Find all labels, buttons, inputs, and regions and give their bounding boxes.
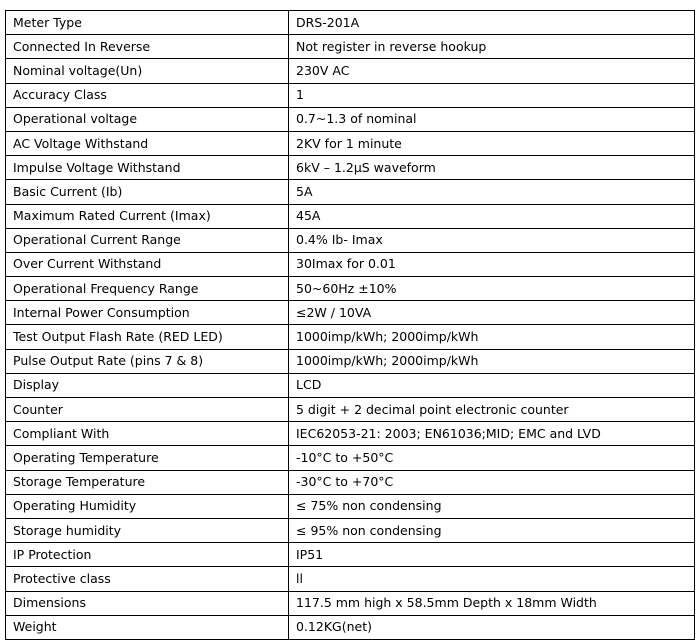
spec-row <box>6 446 695 470</box>
spec-label: Accuracy Class <box>6 83 289 107</box>
spec-label: Storage humidity <box>6 518 289 542</box>
spec-row <box>6 277 695 301</box>
spec-label: AC Voltage Withstand <box>6 131 289 155</box>
spec-row <box>6 615 695 639</box>
spec-row <box>6 59 695 83</box>
spec-label: Counter <box>6 398 289 422</box>
spec-row <box>6 131 695 155</box>
spec-value: 1000imp/kWh; 2000imp/kWh <box>289 349 695 373</box>
spec-label: Operating Humidity <box>6 494 289 518</box>
spec-value: 117.5 mm high x 58.5mm Depth x 18mm Width <box>289 591 695 615</box>
spec-label: Operational Current Range <box>6 228 289 252</box>
spec-value: 230V AC <box>289 59 695 83</box>
spec-label: Internal Power Consumption <box>6 301 289 325</box>
spec-value: 6kV – 1.2μS waveform <box>289 156 695 180</box>
spec-label: Storage Temperature <box>6 470 289 494</box>
spec-row <box>6 107 695 131</box>
spec-row <box>6 325 695 349</box>
spec-label: Protective class <box>6 567 289 591</box>
spec-label: Basic Current (Ib) <box>6 180 289 204</box>
spec-label: Display <box>6 373 289 397</box>
spec-value: ll <box>289 567 695 591</box>
spec-label: Operating Temperature <box>6 446 289 470</box>
spec-row <box>6 518 695 542</box>
spec-label: Compliant With <box>6 422 289 446</box>
spec-value: ≤ 95% non condensing <box>289 518 695 542</box>
spec-value: -10°C to +50°C <box>289 446 695 470</box>
spec-value: 50~60Hz ±10% <box>289 277 695 301</box>
spec-value: ≤ 75% non condensing <box>289 494 695 518</box>
spec-value: DRS-201A <box>289 11 695 35</box>
spec-value: Not register in reverse hookup <box>289 35 695 59</box>
spec-row <box>6 180 695 204</box>
spec-label: Impulse Voltage Withstand <box>6 156 289 180</box>
spec-row <box>6 228 695 252</box>
spec-label: Nominal voltage(Un) <box>6 59 289 83</box>
spec-label: Operational voltage <box>6 107 289 131</box>
spec-row <box>6 11 695 35</box>
spec-label: Meter Type <box>6 11 289 35</box>
spec-value: 0.12KG(net) <box>289 615 695 639</box>
spec-value: 1 <box>289 83 695 107</box>
spec-row <box>6 373 695 397</box>
spec-value: 45A <box>289 204 695 228</box>
specification-table-body <box>6 11 695 640</box>
spec-value: 2KV for 1 minute <box>289 131 695 155</box>
spec-row <box>6 398 695 422</box>
spec-label: IP Protection <box>6 543 289 567</box>
spec-row <box>6 252 695 276</box>
spec-value: 0.4% Ib- Imax <box>289 228 695 252</box>
spec-value: 1000imp/kWh; 2000imp/kWh <box>289 325 695 349</box>
spec-row <box>6 591 695 615</box>
spec-value: 5 digit + 2 decimal point electronic counter <box>289 398 695 422</box>
spec-value: -30°C to +70°C <box>289 470 695 494</box>
spec-row <box>6 494 695 518</box>
spec-row <box>6 204 695 228</box>
spec-row <box>6 422 695 446</box>
spec-label: Weight <box>6 615 289 639</box>
spec-row <box>6 156 695 180</box>
spec-row <box>6 470 695 494</box>
spec-label: Over Current Withstand <box>6 252 289 276</box>
spec-label: Pulse Output Rate (pins 7 & 8) <box>6 349 289 373</box>
spec-row <box>6 567 695 591</box>
spec-value: ≤2W / 10VA <box>289 301 695 325</box>
spec-value: 0.7~1.3 of nominal <box>289 107 695 131</box>
spec-label: Test Output Flash Rate (RED LED) <box>6 325 289 349</box>
spec-row <box>6 543 695 567</box>
spec-value: 30Imax for 0.01 <box>289 252 695 276</box>
spec-label: Dimensions <box>6 591 289 615</box>
spec-row <box>6 35 695 59</box>
spec-label: Operational Frequency Range <box>6 277 289 301</box>
spec-label: Connected In Reverse <box>6 35 289 59</box>
specification-table <box>5 10 695 640</box>
spec-value: LCD <box>289 373 695 397</box>
spec-value: 5A <box>289 180 695 204</box>
spec-label: Maximum Rated Current (Imax) <box>6 204 289 228</box>
spec-value: IEC62053-21: 2003; EN61036;MID; EMC and LVD <box>289 422 695 446</box>
spec-row <box>6 301 695 325</box>
spec-row <box>6 83 695 107</box>
spec-value: IP51 <box>289 543 695 567</box>
spec-row <box>6 349 695 373</box>
